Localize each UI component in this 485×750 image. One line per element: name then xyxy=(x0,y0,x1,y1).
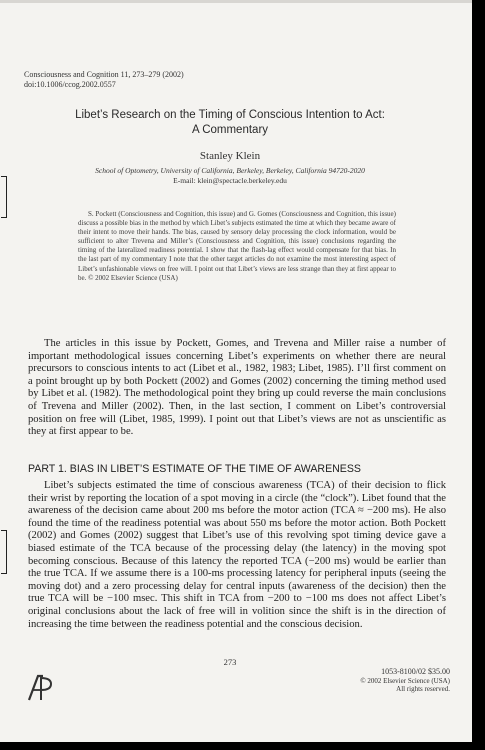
section-paragraph: Libet’s subjects estimated the time of conscious awareness (TCA) of their decision to flick their wrist by reporting the location of a spot moving in a circle (the “clock”). Libet found that the awareness of the decision came about 200 ms before the motor action (TCA ≈ −200 ms). He also found the time of the readiness potential was about 550 ms before the motor action. Both Pockett (2002) and Gomes (2002) suggest that Libet’s use of this revolving spot timing device gave a biased estimate of the TCA because of the processing delay (the latency) in the moving spot becoming conscious. Because of this latency the reported TCA (−200 ms) would be earlier than the true TCA. If we assume there is a 100-ms processing latency for peripheral inputs (seeing the moving dot) and a zero processing delay for central inputs (awareness of the decision) then the true TCA will be −100 msec. This shift in TCA from −200 to −100 ms does not affect Libet’s original conclusions about the lack of free will in volition since the shift is in the direction of increasing the time between the readiness potential and the conscious decision. xyxy=(28,480,446,630)
author-email: E-mail: klein@spectacle.berkeley.edu xyxy=(173,176,287,185)
journal-doi: doi:10.1006/ccog.2002.0557 xyxy=(24,80,116,89)
author-affiliation: School of Optometry, University of California, Berkeley, Berkeley, California 94720-2020 E-mail: klein@spectacle.berkeley.edu xyxy=(30,166,430,186)
abstract: S. Pockett (Consciousness and Cognition, this issue) and G. Gomes (Consciousness and Cognition, this issue) discuss a possible bias in the method by which Libet’s subjects estimated the time at which they became aware of their intent to move their hands. The bias, caused by sensory delay processing the clock information, would be sufficient to alter Trevena and Miller’s (Consciousness and Cognition, this issue) conclusions regarding the timing of the lateralized readiness potential. I show that the flash-lag effect would compensate for that bias. In the last part of my commentary I note that the other target articles do not examine the most interesting aspect of Libet’s unfashionable views on free will. I point out that Libet’s views are less strange than they at first appear to be. © 2002 Elsevier Science (USA) xyxy=(78,210,396,282)
margin-bracket-mark xyxy=(1,530,7,574)
scan-edge xyxy=(0,0,472,3)
journal-citation: Consciousness and Cognition 11, 273–279 (2002) xyxy=(24,70,184,79)
intro-paragraph: The articles in this issue by Pockett, Gomes, and Trevena and Miller raise a number of important methodological issues concerning Libet’s experiments on whether there are neural precursors to conscious intents to act (Libet et al., 1982, 1983; Libet, 1985). I’ll first comment on a point brought up by both Pockett (2002) and Gomes (2002) concerning the timing method used by Libet et al. (1982). The methodological point they bring up could reverse the main conclusions of Trevena and Miller (2002). Then, in the last section, I comment on Libet’s controversial position on free will (Libet, 1985, 1999). I point out that Libet’s views are not as unscientific as they at first appear to be. xyxy=(28,338,446,438)
page-number: 273 xyxy=(223,657,237,667)
author-name: Stanley Klein xyxy=(199,150,261,162)
article-title: Libet’s Research on the Timing of Conscious Intention to Act: A Commentary xyxy=(75,109,385,136)
copyright-imprint: 1053-8100/02 $35.00 © 2002 Elsevier Science (USA) All rights reserved. xyxy=(360,667,450,693)
publisher-logo-icon xyxy=(26,672,54,702)
journal-header xyxy=(24,70,184,90)
margin-bracket-mark xyxy=(1,176,7,218)
section-heading: PART 1. BIAS IN LIBET’S ESTIMATE OF THE TIME OF AWARENESS xyxy=(28,463,361,475)
